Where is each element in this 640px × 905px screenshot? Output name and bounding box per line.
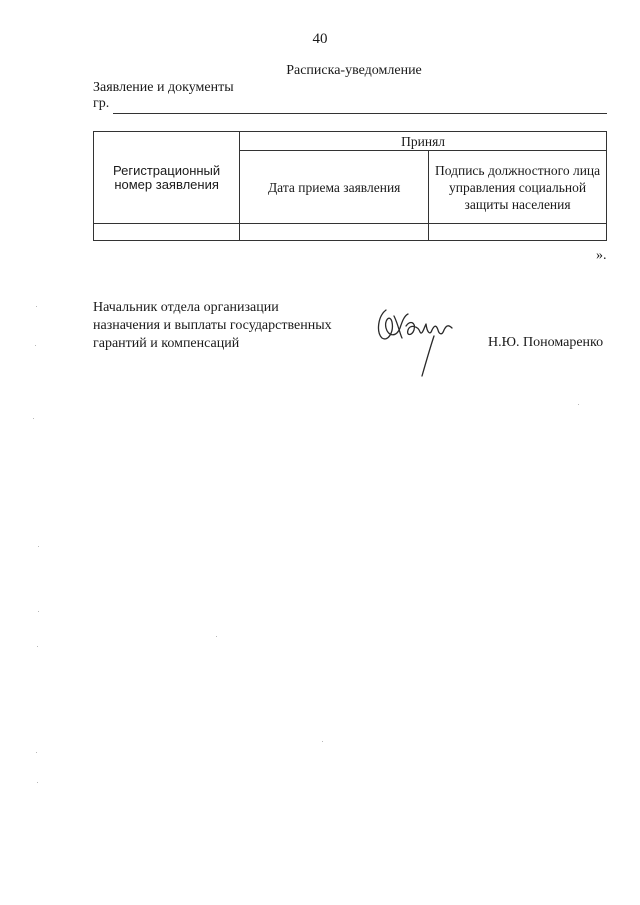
receipt-table <box>93 131 607 241</box>
signatory-position-line: назначения и выплаты государственных <box>93 318 332 333</box>
intro-text: Заявление и документы <box>93 80 234 95</box>
scan-speck <box>37 782 38 783</box>
signatory-position-line: гарантий и компенсаций <box>93 336 240 351</box>
document-title: Расписка-уведомление <box>286 63 422 78</box>
closing-quote-mark: ». <box>596 248 607 263</box>
scan-speck <box>216 636 217 637</box>
scan-speck <box>33 418 34 419</box>
header-acceptance-date: Дата приема заявления <box>240 151 429 224</box>
cell-registration-number <box>94 224 240 241</box>
scan-speck <box>322 741 323 742</box>
signatory-name: Н.Ю. Пономаренко <box>488 335 604 350</box>
header-registration-number: Регистрационный номер заявления <box>94 132 240 224</box>
scan-speck <box>36 306 37 307</box>
citizen-name-blank-line <box>113 113 607 114</box>
scan-speck <box>35 345 36 346</box>
header-official-signature: Подпись должностного лица управления социальной защиты населения <box>429 151 607 224</box>
scan-speck <box>578 404 579 405</box>
scan-speck <box>36 752 37 753</box>
page-number: 40 <box>312 31 328 47</box>
citizen-prefix: гр. <box>93 96 110 111</box>
table-row <box>94 224 607 241</box>
cell-official-signature <box>429 224 607 241</box>
header-accepted-group: Принял <box>240 132 607 151</box>
table-header-row <box>94 132 607 151</box>
signatory-position-line: Начальник отдела организации <box>93 300 279 315</box>
scan-speck <box>37 646 38 647</box>
handwritten-signature <box>372 302 464 380</box>
scan-speck <box>38 546 39 547</box>
signatory-position <box>93 299 332 353</box>
cell-acceptance-date <box>240 224 429 241</box>
scan-speck <box>38 611 39 612</box>
